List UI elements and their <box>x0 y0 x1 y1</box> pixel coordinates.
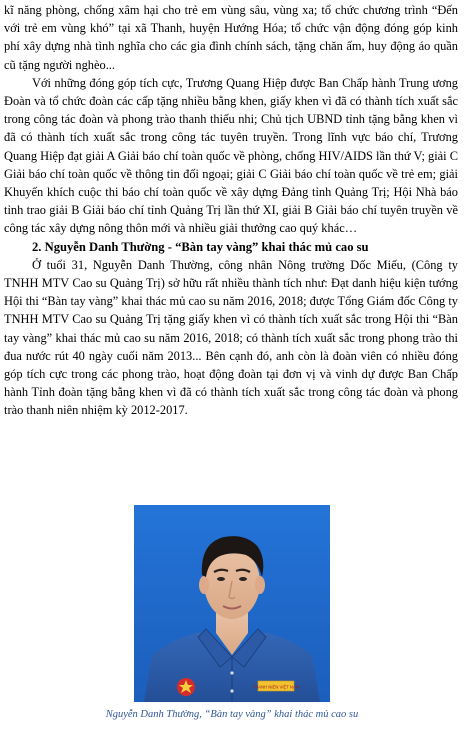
badge-label: THANH NIÊN VIỆT NAM <box>252 684 300 690</box>
paragraph-truong-quang-hiep-awards: Với những đóng góp tích cực, Trương Quang Hiệp được Ban Chấp hành Trung ương Đoàn và tổ chức đoàn các cấp tặng nhiều bằng khen, giấy khen vì đã có thành tích xuất sắc trong công tác đoàn và phong trào thanh thiếu nhi; Chủ tịch UBND tỉnh tặng bằng khen vì đã có thành tích xuất sắc trong công tác tuyên truyền. Trong lĩnh vực báo chí, Trương Quang Hiệp đạt giải A Giải báo chí toàn quốc về phòng, chống HIV/AIDS lần thứ V; giải C Giải báo chí toàn quốc về thông tin đối ngoại; giải C Giải báo chí toàn quốc về trẻ em; giải Khuyến khích cuộc thi báo chí toàn quốc về xây dựng Đảng tỉnh Quảng Trị; Hội Nhà báo tỉnh trao giải B Giải báo chí tỉnh Quảng Trị lần thứ XI, giải B Giải báo chí tuyên truyền về công tác xây dựng nông thôn mới và nhiều giải thưởng cao quý khác… <box>4 75 458 236</box>
paragraph-nguyen-danh-thuong: Ở tuổi 31, Nguyễn Danh Thường, công nhân Nông trường Dốc Miếu, (Công ty TNHH MTV Cao su Quảng Trị) sở hữu rất nhiều thành tích như: Đạt danh hiệu kiện tướng Hội thi “Bàn tay vàng” khai thác mủ cao su năm 2016, 2018; được Tổng Giám đốc Công ty TNHH MTV Cao su Quảng Trị tặng giấy khen vì có thành tích xuất sắc trong Hội thi “Bàn tay vàng” khai thác mủ cao su năm 2016, 2018; có thành tích xuất sắc trong phong trào thi đua nước rút 40 ngày cuối năm 2013... Bên cạnh đó, anh còn là đoàn viên có nhiều đóng góp tích cực trong các phong trào, hoạt động đoàn tại đơn vị và vinh dự được Ban Chấp hành Tỉnh đoàn tặng bằng khen vì đã có thành tích xuất sắc trong công tác đoàn và phong trào thanh niên nhiệm kỳ 2012-2017. <box>4 257 458 418</box>
document-page <box>4 0 458 420</box>
section-heading-nguyen-danh-thuong: 2. Nguyễn Danh Thường - “Bàn tay vàng” khai thác mủ cao su <box>32 239 369 254</box>
portrait-photo <box>134 505 330 702</box>
photo-caption: Nguyễn Danh Thường, “Bàn tay vàng” khai thác mủ cao su <box>105 709 359 720</box>
paragraph-intro-continued: kĩ năng phòng, chống xâm hại cho trẻ em vùng sâu, vùng xa; tổ chức chương trình “Đến với trẻ em vùng khó” tại xã Thanh, huyện Hướng Hóa; tổ chức vận động đóng góp kinh phí xây dựng nhà tình nghĩa cho các gia đình chính sách, tặng chăn ấm, huy động áo quần cũ tặng người nghèo... <box>4 3 458 72</box>
portrait-illustration <box>134 505 330 702</box>
